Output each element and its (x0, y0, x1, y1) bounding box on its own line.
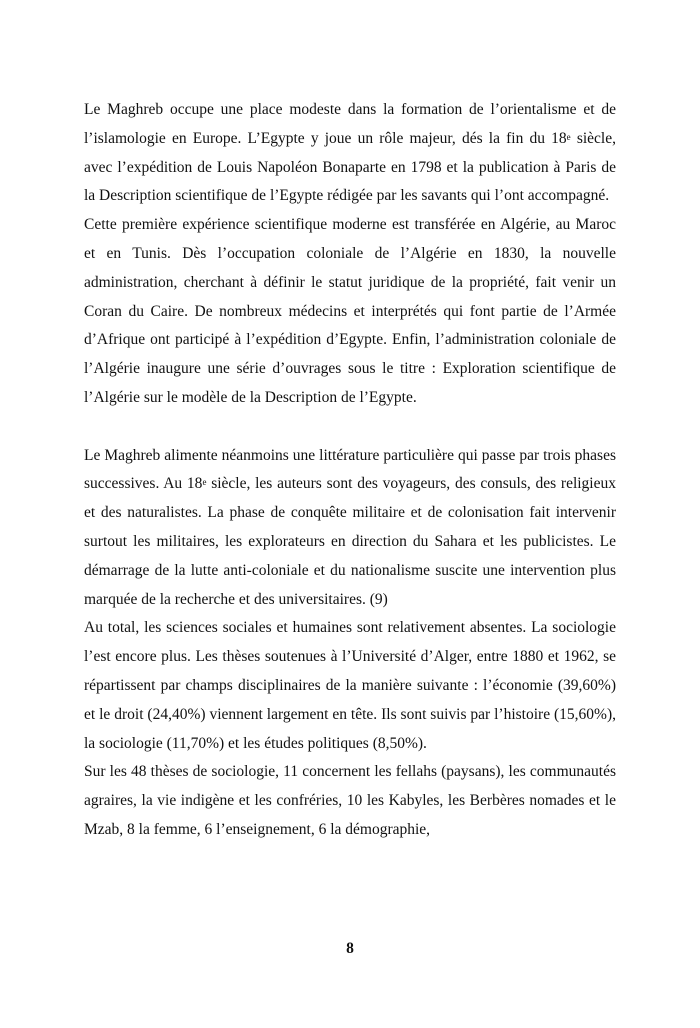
paragraph-literature-phases-part1: Le Maghreb alimente néanmoins une littérature particulière qui passe par trois phases successives. Au 18 (84, 446, 616, 493)
paragraph-orientalism-part2: siècle, avec l’expédition de Louis Napoléon Bonaparte en 1798 et la publication à Paris de la Description scientifique de l’Egypte rédigée par les savants qui l’ont accompagné. (84, 129, 616, 205)
paragraph-orientalism-part1: Le Maghreb occupe une place modeste dans la formation de l’orientalisme et de l’islamologie en Europe. L’Egypte y joue un rôle majeur, dés la fin du 18 (84, 101, 616, 147)
paragraph-orientalism (84, 96, 616, 211)
paragraph-gap (84, 413, 616, 442)
document-body (84, 96, 616, 845)
paragraph-social-sciences: Au total, les sciences sociales et humaines sont relativement absentes. La sociologie l’est encore plus. Les thèses soutenues à l’Université d’Alger, entre 1880 et 1962, se répartissent par champs disciplinaires de la manière suivante : l’économie (39,60%) et le droit (24,40%) viennent largement en tête. Ils sont suivis par l’histoire (15,60%), la sociologie (11,70%) et les études politiques (8,50%). (84, 619, 616, 752)
paragraph-sociology-theses: Sur les 48 thèses de sociologie, 11 concernent les fellahs (paysans), les communautés agraires, la vie indigène et les confréries, 10 les Kabyles, les Berbères nomades et le Mzab, 8 la femme, 6 l’enseignement, 6 la démographie, (84, 763, 616, 838)
paragraph-scientific-experience: Cette première expérience scientifique moderne est transférée en Algérie, au Maroc et en Tunis. Dès l’occupation coloniale de l’Algérie en 1830, la nouvelle administration, cherchant à définir le statut juridique de la propriété, fait venir un Coran du Caire. De nombreux médecins et interprétés qui font partie de l’Armée d’Afrique ont participé à l’expédition d’Egypte. Enfin, l’administration coloniale de l’Algérie inaugure une série d’ouvrages sous le titre : Exploration scientifique de l’Algérie sur le modèle de la Description de l’Egypte. (84, 216, 616, 406)
paragraph-literature-phases-part2: siècle, les auteurs sont des voyageurs, des consuls, des religieux et des naturalistes. La phase de conquête militaire et de colonisation fait intervenir surtout les militaires, les explorateurs en direction du Sahara et les publicistes. Le démarrage de la lutte anti-coloniale et du nationalisme suscite une intervention plus marquée de la recherche et des universitaires. (9) (84, 475, 616, 608)
century-superscript: e (566, 131, 571, 142)
page-number: 8 (346, 940, 354, 957)
century-superscript: e (202, 477, 207, 488)
section-two (84, 442, 616, 845)
paragraph-literature-phases (84, 442, 616, 615)
section-one (84, 96, 616, 413)
